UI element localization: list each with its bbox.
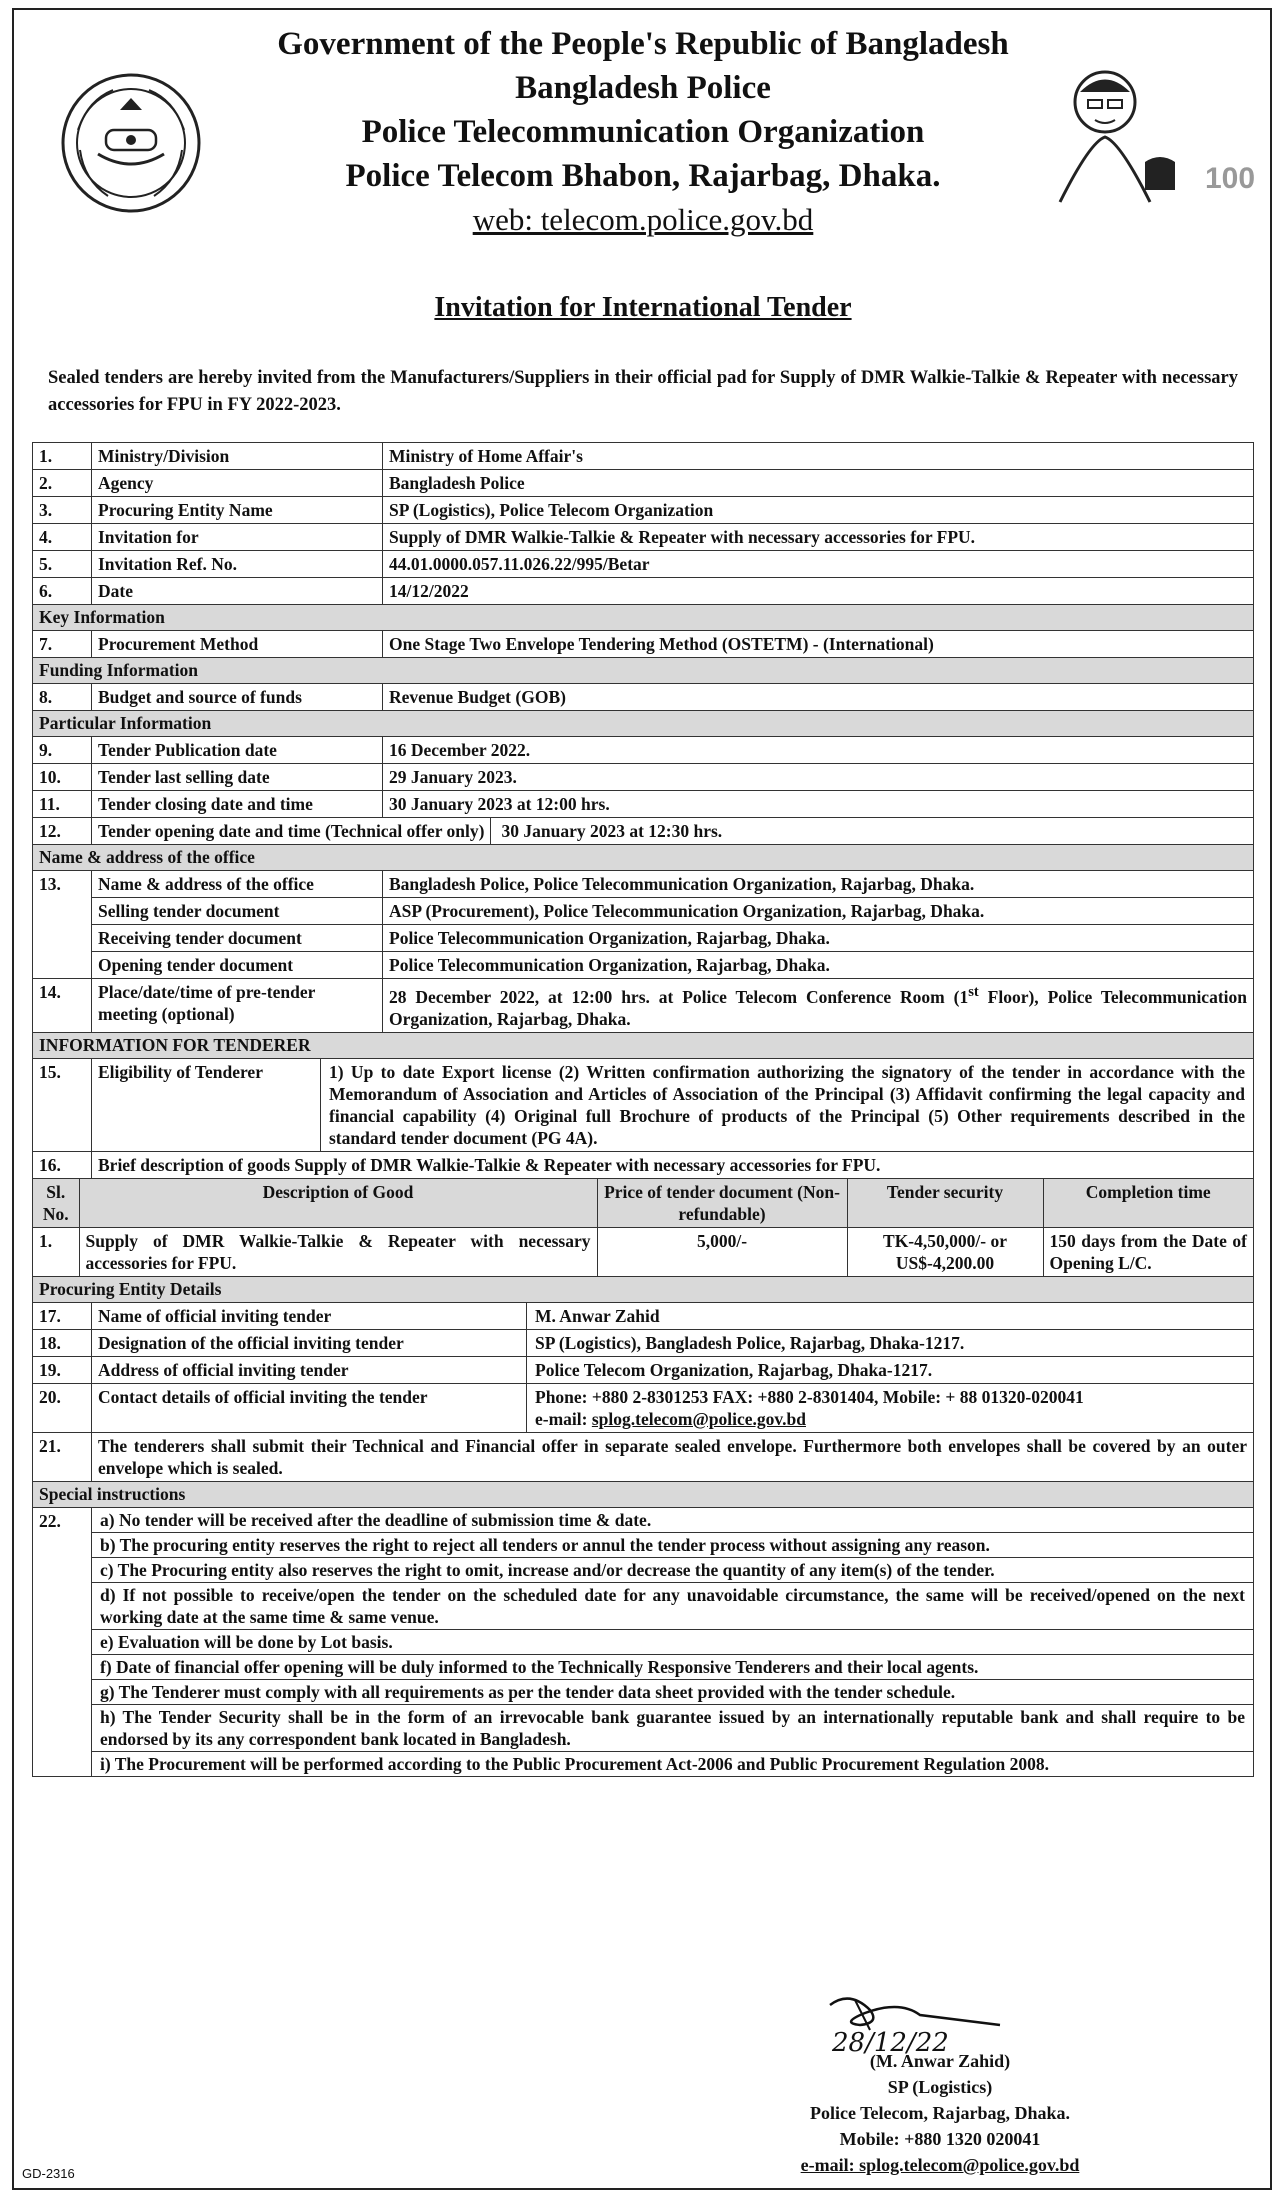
goods-security: TK-4,50,000/- or US$-4,200.00 <box>847 1227 1043 1276</box>
row-label: Tender closing date and time <box>92 791 383 818</box>
row-label: Tender last selling date <box>92 764 383 791</box>
row-value: Ministry of Home Affair's <box>383 443 1254 470</box>
instruction-item: b) The procuring entity reserves the right to reject all tenders or annul the tender process without assigning any reason. <box>92 1533 1253 1558</box>
section-funding-information: Funding Information <box>33 658 1254 684</box>
instruction-item: e) Evaluation will be done by Lot basis. <box>92 1630 1253 1655</box>
row-number: 17. <box>33 1302 92 1329</box>
table-row <box>33 524 1254 551</box>
table-row <box>33 551 1254 578</box>
section-header <box>33 1276 1254 1302</box>
row-value: M. Anwar Zahid <box>535 1305 660 1326</box>
row-value: SP (Logistics), Police Telecom Organization <box>383 497 1254 524</box>
row-number: 4. <box>33 524 92 551</box>
section-header <box>33 1481 1254 1507</box>
row-number: 19. <box>33 1356 92 1383</box>
handwritten-signature <box>770 1995 1070 2058</box>
section-key-information: Key Information <box>33 605 1254 631</box>
row-number: 7. <box>33 631 92 658</box>
row-label: Agency <box>92 470 383 497</box>
goods-header-completion: Completion time <box>1043 1179 1253 1228</box>
goods-header-price: Price of tender document (Non-refundable) <box>597 1179 847 1228</box>
row-value: Police Telecommunication Organization, Rajarbag, Dhaka. <box>383 925 1254 952</box>
table-row <box>33 1302 1254 1329</box>
instruction-item: d) If not possible to receive/open the tender on the scheduled date for any unavoidable circumstance, the same will be received/opened on the next working date at the same time & same venue. <box>92 1583 1253 1630</box>
row-value: 30 January 2023 at 12:30 hrs. <box>501 821 723 841</box>
row-17-cell <box>92 1302 1254 1329</box>
table-row <box>33 764 1254 791</box>
row-value: SP (Logistics), Bangladesh Police, Rajarbag, Dhaka-1217. <box>535 1332 965 1353</box>
row-value: Brief description of goods Supply of DMR Walkie-Talkie & Repeater with necessary accessories for FPU. <box>92 1151 1254 1178</box>
row-value: Police Telecom Organization, Rajarbag, Dhaka-1217. <box>535 1359 933 1380</box>
section-header <box>33 658 1254 684</box>
row-label: Address of official inviting tender <box>92 1357 527 1383</box>
row-label: Invitation Ref. No. <box>92 551 383 578</box>
row-label: Name of official inviting tender <box>92 1303 527 1329</box>
contact-email-label: e-mail: <box>535 1408 592 1429</box>
instruction-item: h) The Tender Security shall be in the form of an irrevocable bank guarantee issued by an internationally reputable bank and shall require to be endorsed by its any correspondent bank located in Bangladesh. <box>92 1705 1253 1752</box>
row-number: 20. <box>33 1383 92 1432</box>
goods-price: 5,000/- <box>597 1227 847 1276</box>
row-label: Ministry/Division <box>92 443 383 470</box>
table-row <box>33 470 1254 497</box>
table-row <box>33 1356 1254 1383</box>
website-link[interactable]: web: telecom.police.gov.bd <box>472 202 814 237</box>
row-number: 8. <box>33 684 92 711</box>
table-row <box>33 925 1254 952</box>
row-value: 16 December 2022. <box>383 737 1254 764</box>
signatory-designation: SP (Logistics) <box>887 2077 993 2097</box>
row-value: ASP (Procurement), Police Telecommunication Organization, Rajarbag, Dhaka. <box>383 898 1254 925</box>
section-office: Name & address of the office <box>33 845 1254 871</box>
row-label: Receiving tender document <box>92 925 383 952</box>
row-label: Date <box>92 578 383 605</box>
goods-desc: Supply of DMR Walkie-Talkie & Repeater with necessary accessories for FPU. <box>79 1227 597 1276</box>
row14-value-b: Floor), Police Telecommunication Organization, Rajarbag, Dhaka. <box>389 986 1247 1029</box>
row-label: Contact details of official inviting the tender <box>92 1384 527 1432</box>
tender-table <box>32 442 1254 1777</box>
table-row <box>33 737 1254 764</box>
goods-table <box>33 1179 1253 1276</box>
row-label: Name & address of the office <box>92 871 383 898</box>
row-number: 15. <box>33 1058 92 1151</box>
signature-block <box>700 2048 1180 2178</box>
contact-email-link[interactable]: splog.telecom@police.gov.bd <box>591 1408 806 1429</box>
goods-data-row <box>33 1227 1253 1276</box>
row-value: 44.01.0000.057.11.026.22/995/Betar <box>383 551 1254 578</box>
signatory-name: (M. Anwar Zahid) <box>869 2051 1011 2071</box>
row-number: 3. <box>33 497 92 524</box>
goods-completion: 150 days from the Date of Opening L/C. <box>1043 1227 1253 1276</box>
instruction-item: i) The Procurement will be performed according to the Public Procurement Act-2006 and Public Procurement Regulation 2008. <box>100 1753 1049 1774</box>
section-header <box>33 605 1254 631</box>
row-value: The tenderers shall submit their Technical and Financial offer in separate sealed envelope. Furthermore both envelopes shall be covered by an outer envelope which is sealed. <box>92 1432 1254 1481</box>
table-row <box>33 631 1254 658</box>
contact-phone: Phone: +880 2-8301253 FAX: +880 2-8301404, Mobile: + 88 01320-020041 <box>535 1386 1084 1407</box>
row-value: 14/12/2022 <box>383 578 1254 605</box>
goods-header-desc: Description of Good <box>79 1179 597 1228</box>
goods-table-row <box>33 1178 1254 1276</box>
row-label: Budget and source of funds <box>92 684 383 711</box>
instruction-item: c) The Procuring entity also reserves the right to omit, increase and/or decrease the quantity of any item(s) of the tender. <box>92 1558 1253 1583</box>
header <box>0 22 1286 242</box>
section-header <box>33 711 1254 737</box>
portrait-badge: 100 <box>1205 162 1256 195</box>
section-header <box>33 845 1254 871</box>
row-number: 16. <box>33 1151 92 1178</box>
table-row <box>33 1432 1254 1481</box>
row-18-cell <box>92 1329 1254 1356</box>
row-19-cell <box>92 1356 1254 1383</box>
row-label: Selling tender document <box>92 898 383 925</box>
row-number: 10. <box>33 764 92 791</box>
agency-title: Bangladesh Police <box>515 70 771 106</box>
table-row <box>33 1383 1254 1432</box>
row14-sup: st <box>968 984 979 1000</box>
table-row <box>33 1329 1254 1356</box>
row-value: 29 January 2023. <box>383 764 1254 791</box>
row-label: Procuring Entity Name <box>92 497 383 524</box>
row-label: Eligibility of Tenderer <box>92 1059 321 1151</box>
table-row <box>33 578 1254 605</box>
table-row <box>33 1058 1254 1151</box>
row-label: Tender Publication date <box>92 737 383 764</box>
row-value: Bangladesh Police, Police Telecommunication Organization, Rajarbag, Dhaka. <box>383 871 1254 898</box>
footer-code: GD-2316 <box>22 2166 75 2181</box>
row-label: Place/date/time of pre-tender meeting (optional) <box>92 979 383 1033</box>
instruction-item: f) Date of financial offer opening will be duly informed to the Technically Responsive Tenderers and their local agents. <box>92 1655 1253 1680</box>
intro-paragraph: Sealed tenders are hereby invited from the Manufacturers/Suppliers in their official pad for Supply of DMR Walkie-Talkie & Repeater with necessary accessories for FPU in FY 2022-2023. <box>48 368 1238 415</box>
signatory-mobile: Mobile: +880 1320 020041 <box>839 2129 1041 2149</box>
row-value <box>527 1384 1092 1432</box>
organization-title: Police Telecommunication Organization <box>361 114 925 150</box>
row-value: 30 January 2023 at 12:00 hrs. <box>383 791 1254 818</box>
row-value: Supply of DMR Walkie-Talkie & Repeater with necessary accessories for FPU. <box>383 524 1254 551</box>
signature-date: 28/12/22 <box>832 2028 949 2058</box>
table-row <box>33 979 1254 1033</box>
section-tenderer: INFORMATION FOR TENDERER <box>33 1032 1254 1058</box>
table-row <box>33 1507 1254 1776</box>
table-row <box>33 818 1254 845</box>
table-row <box>33 497 1254 524</box>
goods-header-security: Tender security <box>847 1179 1043 1228</box>
row-number: 11. <box>33 791 92 818</box>
row-number: 18. <box>33 1329 92 1356</box>
row-number: 9. <box>33 737 92 764</box>
instruction-item: g) The Tenderer must comply with all requirements as per the tender data sheet provided with the tender schedule. <box>92 1680 1253 1705</box>
row-number: 14. <box>33 979 92 1033</box>
table-row <box>33 1151 1254 1178</box>
row-label: Procurement Method <box>92 631 383 658</box>
row-value: Bangladesh Police <box>383 470 1254 497</box>
row-12-cell <box>92 818 1254 845</box>
section-header <box>33 1032 1254 1058</box>
row-value: 1) Up to date Export license (2) Written confirmation authorizing the signatory of the tender in accordance with the Memorandum of Association and Articles of Association of the Principal (3) Affidavit confirming the legal capacity and financial capability (4) Original full Brochure of products of the Principal (5) Other requirements described in the standard tender document (PG 4A). <box>329 1061 1245 1148</box>
goods-header-row <box>33 1179 1253 1228</box>
row-number: 21. <box>33 1432 92 1481</box>
table-row <box>33 952 1254 979</box>
table-row <box>33 871 1254 898</box>
signatory-email[interactable]: e-mail: splog.telecom@police.gov.bd <box>800 2155 1080 2175</box>
table-row <box>33 898 1254 925</box>
section-procuring: Procuring Entity Details <box>33 1276 1254 1302</box>
row-number: 5. <box>33 551 92 578</box>
special-instructions-cell <box>92 1507 1254 1776</box>
contact-email-line <box>535 1408 1084 1430</box>
row-15-cell <box>92 1058 1254 1151</box>
govt-title: Government of the People's Republic of Bangladesh <box>277 26 1009 62</box>
table-row <box>33 443 1254 470</box>
table-row <box>33 791 1254 818</box>
row-value: One Stage Two Envelope Tendering Method (OSTETM) - (International) <box>383 631 1254 658</box>
row-value: Police Telecommunication Organization, Rajarbag, Dhaka. <box>383 952 1254 979</box>
row-label: Opening tender document <box>92 952 383 979</box>
row-number: 1. <box>33 443 92 470</box>
row-number: 6. <box>33 578 92 605</box>
section-special: Special instructions <box>33 1481 1254 1507</box>
row-number: 22. <box>33 1507 92 1776</box>
signatory-office: Police Telecom, Rajarbag, Dhaka. <box>810 2103 1070 2123</box>
goods-sl: 1. <box>33 1227 79 1276</box>
goods-cell <box>33 1178 1254 1276</box>
row-label: Invitation for <box>92 524 383 551</box>
row-number: 2. <box>33 470 92 497</box>
row14-value-a: 28 December 2022, at 12:00 hrs. at Police Telecom Conference Room (1 <box>389 986 969 1007</box>
row-number: 12. <box>33 818 92 845</box>
row-value: Revenue Budget (GOB) <box>383 684 1254 711</box>
row-label: Tender opening date and time (Technical offer only) <box>92 818 491 844</box>
goods-header-sl: Sl. No. <box>33 1179 79 1228</box>
address-title: Police Telecom Bhabon, Rajarbag, Dhaka. <box>345 158 941 194</box>
instruction-item: a) No tender will be received after the deadline of submission time & date. <box>92 1508 1253 1533</box>
page-title: Invitation for International Tender <box>434 292 852 323</box>
row-number: 13. <box>33 871 92 979</box>
row-label: Designation of the official inviting tender <box>92 1330 527 1356</box>
row-value <box>383 979 1254 1033</box>
row-20-cell <box>92 1383 1254 1432</box>
section-particular-information: Particular Information <box>33 711 1254 737</box>
table-row <box>33 684 1254 711</box>
